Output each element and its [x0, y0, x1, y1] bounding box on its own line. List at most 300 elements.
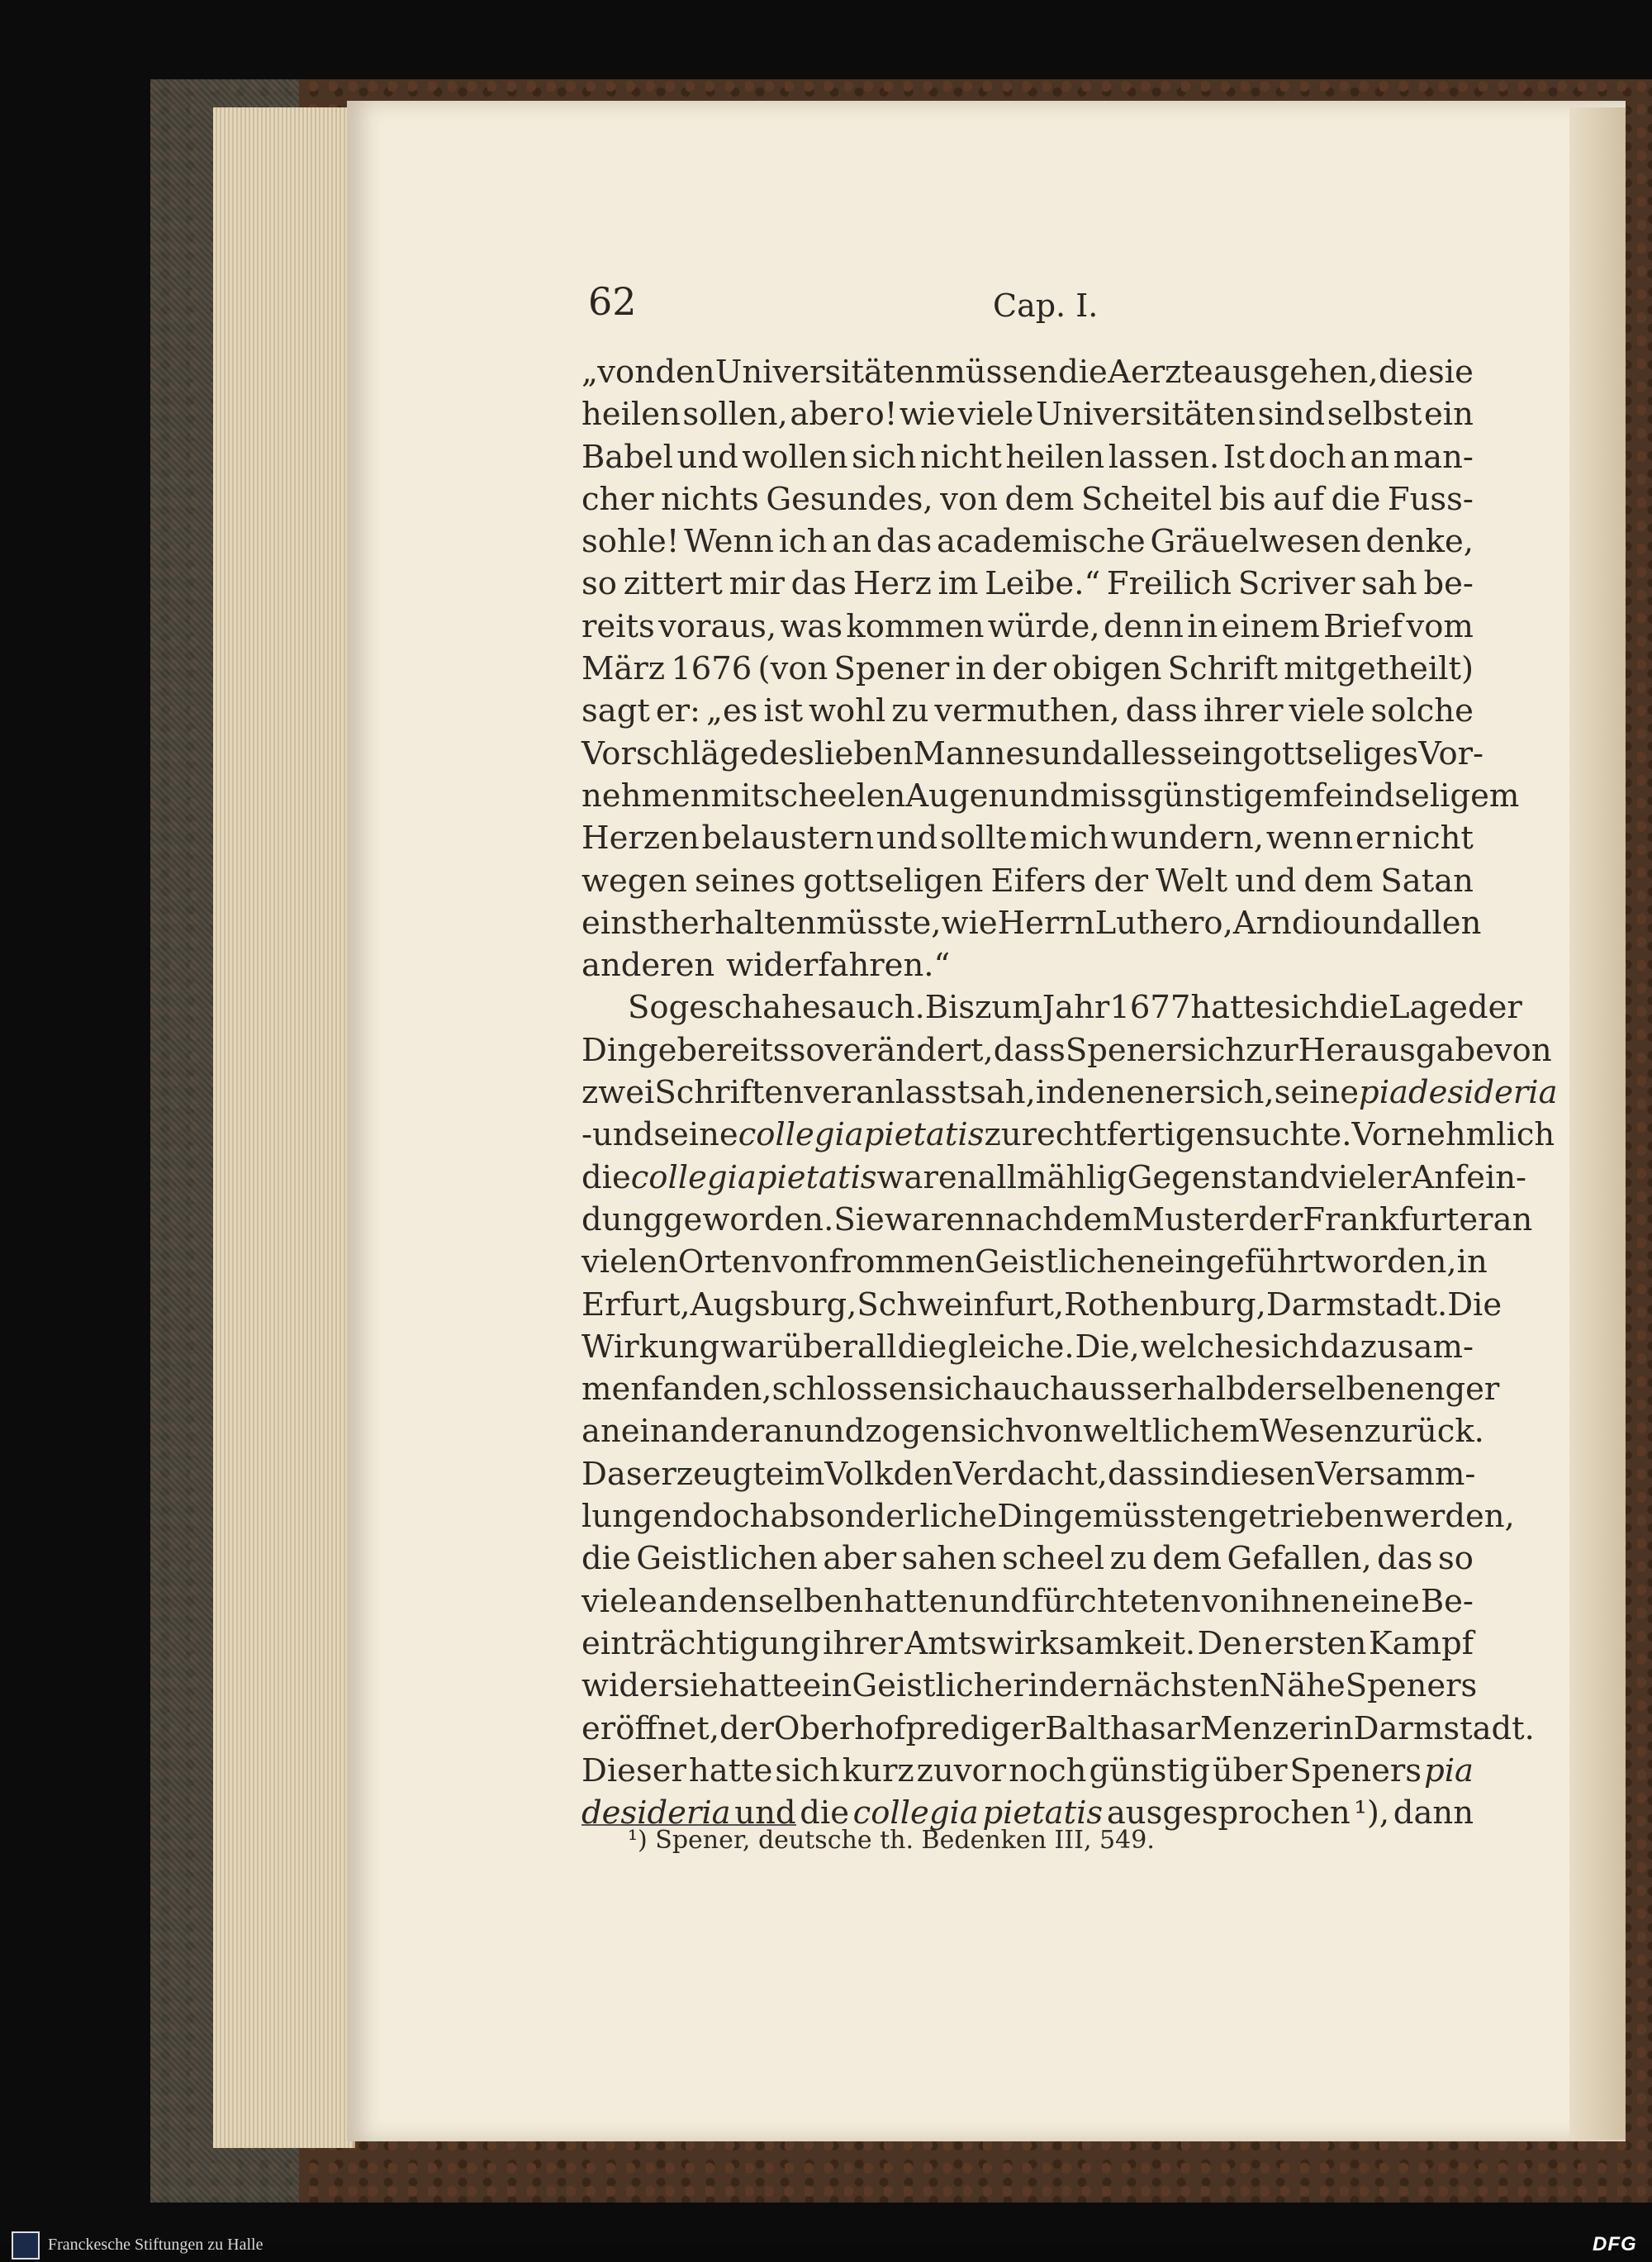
word: zusam- [1360, 1328, 1474, 1366]
word: Vorschläge [582, 734, 759, 772]
word: o! [865, 396, 898, 434]
word: ersten [1264, 1624, 1367, 1662]
word: Brief [1323, 607, 1403, 645]
word: Anfein- [1411, 1158, 1527, 1196]
word: aber [823, 1540, 897, 1578]
word: viele [582, 1582, 657, 1620]
word: Scriver [1237, 565, 1355, 603]
word: noch [1009, 1751, 1087, 1789]
word: über [1212, 1751, 1288, 1789]
word: zu [891, 692, 929, 730]
word: sein [1176, 734, 1243, 772]
word: die [1331, 480, 1381, 518]
word: Arndio [1232, 904, 1341, 942]
word: er [1165, 1074, 1199, 1112]
word: worden, [1325, 1243, 1457, 1281]
word: nichts [661, 480, 759, 518]
word: in [1456, 1243, 1488, 1281]
text-line [582, 1537, 1474, 1580]
word: ausgesprochen [1106, 1794, 1351, 1832]
word: Herrn [997, 904, 1095, 942]
word: von [1025, 1413, 1084, 1451]
word: überall [782, 1328, 897, 1366]
word: Geistlichen [636, 1540, 818, 1578]
word: sich [1180, 1031, 1246, 1069]
word: alles [1102, 734, 1177, 772]
text-line [582, 860, 1474, 902]
word: feindseligem [1313, 777, 1520, 815]
word: anderen [582, 947, 715, 985]
word: und [876, 820, 938, 858]
word: so [582, 565, 617, 603]
text-line [582, 1623, 1474, 1665]
word: waren [876, 1158, 978, 1196]
word: in [1035, 1074, 1066, 1112]
word: hatten [864, 1582, 969, 1620]
word: Herz [852, 565, 932, 603]
word: dung [582, 1200, 663, 1238]
word: sah [1361, 565, 1417, 603]
word: Gefallen, [1227, 1540, 1372, 1578]
word: und [803, 1413, 866, 1451]
word: war [720, 1328, 782, 1366]
text-line [582, 1665, 1478, 1707]
word: scheel [1002, 1540, 1105, 1578]
word: der [1467, 989, 1522, 1027]
word: das [876, 523, 933, 561]
word: lassen. [1108, 438, 1220, 476]
word: nicht [1391, 820, 1474, 858]
word: zu [1109, 1540, 1147, 1578]
word: vermuthen, [934, 692, 1120, 730]
word: heilen [1005, 438, 1105, 476]
word: Gräuelwesen [1150, 523, 1361, 561]
word: und [969, 1582, 1031, 1620]
word: würde, [987, 607, 1100, 645]
word: Lage [1388, 989, 1468, 1027]
word: obigen [1052, 650, 1162, 688]
word: Erfurt, [582, 1285, 691, 1323]
word: der [1248, 1200, 1303, 1238]
word: Balthasar [1045, 1709, 1201, 1747]
word: mitgetheilt) [1284, 650, 1474, 688]
word: allmählig [977, 1158, 1127, 1196]
word: an [582, 1413, 621, 1451]
word: kommen [846, 607, 985, 645]
word: müssen [935, 354, 1058, 391]
text-line [582, 690, 1474, 732]
text-line [582, 478, 1474, 520]
word: Nähe [1259, 1667, 1346, 1705]
page-edges [213, 107, 355, 2148]
word: Geistlicher [852, 1667, 1028, 1705]
word: reits [582, 607, 655, 645]
word: collegia [852, 1794, 979, 1832]
word: einander [620, 1413, 765, 1451]
word: waren [884, 1200, 985, 1238]
word: werden, [1384, 1498, 1515, 1536]
word: mir [729, 565, 785, 603]
word: Frankfurter [1303, 1200, 1493, 1238]
text-line [582, 902, 1482, 944]
word: Speners [1289, 1751, 1422, 1789]
word: seine [1274, 1074, 1360, 1112]
word: im [784, 1455, 825, 1493]
word: an [1493, 1200, 1533, 1238]
word: menfanden, [582, 1371, 772, 1409]
word: die [1339, 989, 1389, 1027]
word: rechtfertigen [1021, 1116, 1236, 1154]
word: missgünstigem [1070, 777, 1313, 815]
word: sie [673, 1667, 719, 1705]
word: dem [1062, 1200, 1132, 1238]
word: auch. [837, 989, 925, 1027]
page-number: 62 [588, 279, 637, 324]
word: Bis [924, 989, 976, 1027]
word: heilen [582, 396, 681, 434]
word: Amtswirksamkeit. [904, 1624, 1196, 1662]
word: wundern, [1110, 820, 1265, 858]
word: sah, [970, 1074, 1036, 1112]
word: nach [985, 1200, 1063, 1238]
word: in [1028, 1667, 1059, 1705]
word: die [582, 1540, 631, 1578]
word: sollte [940, 820, 1028, 858]
word: 1676 [671, 650, 752, 688]
word: sich [1274, 989, 1340, 1027]
word: Eifers [990, 862, 1087, 900]
text-line [582, 1495, 1515, 1537]
word: Schrift [1167, 650, 1278, 688]
word: sie [1428, 354, 1474, 391]
word: desideria [582, 1794, 731, 1832]
word: sich [960, 1413, 1026, 1451]
word: und [676, 438, 738, 476]
word: Kampf [1368, 1624, 1474, 1662]
word: von [1201, 1582, 1260, 1620]
word: enger [1405, 1371, 1500, 1409]
word: an [832, 523, 872, 561]
word: von [1493, 1031, 1552, 1069]
word: in [1322, 1709, 1354, 1747]
text-line [582, 351, 1474, 393]
word: Gesundes, [766, 480, 933, 518]
word: an [1350, 438, 1390, 476]
word: denke, [1365, 523, 1474, 561]
word: Satan [1380, 862, 1474, 900]
word: der [719, 1709, 774, 1747]
word: die [897, 1328, 947, 1366]
page-curl-shadow [1569, 107, 1626, 2140]
body-text [582, 351, 1558, 1834]
word: seines [695, 862, 796, 900]
word: Babel [582, 438, 673, 476]
word: veranlasst [804, 1074, 971, 1112]
institution-logo-icon [12, 2231, 40, 2260]
word: pietatis [863, 1116, 985, 1154]
word: die [800, 1794, 849, 1832]
word: selbst [1327, 396, 1422, 434]
word: sagt [582, 692, 650, 730]
text-line [582, 733, 1484, 775]
word: Schriften [654, 1074, 805, 1112]
word: desideria [1408, 1074, 1558, 1112]
text-line [582, 606, 1474, 648]
word: Scheitel [1080, 480, 1213, 518]
text-line [582, 1241, 1488, 1283]
word: sohle! [582, 523, 680, 561]
word: diesen [1210, 1455, 1316, 1493]
word: Augen [905, 777, 1009, 815]
word: Luthero, [1094, 904, 1233, 942]
word: solche [1370, 692, 1474, 730]
text-line [582, 1326, 1474, 1368]
word: pia [1424, 1751, 1474, 1789]
word: das [790, 565, 847, 603]
word: hatte [1190, 989, 1275, 1027]
text-line [582, 986, 1522, 1029]
word: günstig [1089, 1751, 1210, 1789]
word: lungen [582, 1498, 693, 1536]
word: und [1009, 777, 1070, 815]
word: Volk [824, 1455, 894, 1493]
word: Spener [1065, 1031, 1181, 1069]
word: Vor- [1418, 734, 1484, 772]
word: schlossen [771, 1371, 928, 1409]
word: eingeführt [1156, 1243, 1326, 1281]
word: von [771, 1243, 829, 1281]
word: und [734, 1794, 796, 1832]
word: vielen [582, 1243, 678, 1281]
word: gottseligen [803, 862, 984, 900]
word: denselben [698, 1582, 864, 1620]
word: und [1341, 904, 1403, 942]
word: wie [899, 396, 956, 434]
word: in [955, 650, 986, 688]
word: müsste, [816, 904, 942, 942]
word: auch [992, 1371, 1070, 1409]
text-line [582, 944, 1474, 986]
text-line [582, 1453, 1474, 1495]
word: Das [582, 1455, 643, 1493]
word: Welt [1156, 862, 1228, 900]
word: sich [775, 1751, 840, 1789]
word: Verdacht, [952, 1455, 1108, 1493]
word: er: [655, 692, 700, 730]
word: weltlichem [1083, 1413, 1260, 1451]
word: zurück. [1364, 1413, 1484, 1451]
text-line [582, 1157, 1527, 1199]
word: collegia [738, 1116, 864, 1154]
text-line [582, 563, 1474, 605]
word: verändert, [824, 1031, 994, 1069]
word: Schweinfurt, [857, 1285, 1065, 1323]
word: so [789, 1031, 825, 1069]
word: müssten [1092, 1498, 1228, 1536]
word: Menzer [1200, 1709, 1323, 1747]
word: Aerzte [1108, 354, 1213, 391]
word: Geistlichen [974, 1243, 1156, 1281]
word: März [582, 650, 666, 688]
word: Freilich [1106, 565, 1232, 603]
word: wollen [742, 438, 848, 476]
word: seine [653, 1116, 738, 1154]
word: nehmen [582, 777, 711, 815]
word: mich [1029, 820, 1108, 858]
word: gleiche. [947, 1328, 1075, 1366]
text-line [582, 393, 1474, 435]
word: 1677 [1109, 989, 1191, 1027]
word: Rothenburg, [1064, 1285, 1266, 1323]
word: „von [582, 354, 655, 391]
word: man- [1393, 438, 1474, 476]
word: cher [582, 480, 654, 518]
word: Leibe.“ [985, 565, 1101, 603]
word: und [1235, 862, 1297, 900]
word: getrieben [1227, 1498, 1384, 1536]
word: der [991, 650, 1047, 688]
word: Dinge [997, 1498, 1093, 1536]
word: ihrer [823, 1624, 903, 1662]
word: das [1377, 1540, 1433, 1578]
word: zogen [865, 1413, 961, 1451]
text-line [582, 1114, 1555, 1156]
word: lieben [814, 734, 914, 772]
word: er [1355, 820, 1390, 858]
word: die [1378, 354, 1428, 391]
text-line [582, 1199, 1533, 1241]
word: erzeugte [642, 1455, 785, 1493]
word: hatte [718, 1667, 803, 1705]
text-line [582, 1708, 1535, 1750]
word: mit [710, 777, 764, 815]
word: der [1058, 1667, 1113, 1705]
word: ihnen [1260, 1582, 1351, 1620]
word: der [1094, 862, 1148, 900]
word: dem [1004, 480, 1075, 518]
word: Dinge [582, 1031, 677, 1069]
word: Universitäten [714, 354, 935, 391]
word: Muster [1132, 1200, 1249, 1238]
word: denen [1066, 1074, 1165, 1112]
word: doch [1268, 438, 1346, 476]
word: hatte [688, 1751, 773, 1789]
word: herhalten [660, 904, 817, 942]
word: sollen, [682, 396, 788, 434]
word: Wirkung [582, 1328, 720, 1366]
word: die [582, 1158, 631, 1196]
word: was [780, 607, 843, 645]
word: im [938, 565, 979, 603]
word: zum [975, 989, 1042, 1027]
word: academische [937, 523, 1146, 561]
word: eine [1351, 1582, 1420, 1620]
text-line [582, 1410, 1484, 1452]
word: Dieser [582, 1751, 686, 1789]
word: Mannes [913, 734, 1042, 772]
word: belaustern [701, 820, 875, 858]
word: ein [1424, 396, 1474, 434]
word: geschah [668, 989, 802, 1027]
word: nächsten [1113, 1667, 1260, 1705]
word: zu [984, 1116, 1022, 1154]
word: sich, [1199, 1074, 1275, 1112]
word: ¹), [1354, 1794, 1390, 1832]
word: collegia [630, 1158, 757, 1196]
word: Die [1447, 1285, 1502, 1323]
word: ein [802, 1667, 852, 1705]
word: Gegenstand [1127, 1158, 1320, 1196]
word: Speners [1345, 1667, 1478, 1705]
word: vieler [1319, 1158, 1412, 1196]
word: Vornehmlich [1351, 1116, 1555, 1154]
word: Den [1197, 1624, 1263, 1662]
text-line [582, 817, 1474, 859]
word: dann [1393, 1794, 1474, 1832]
word: eröffnet, [582, 1709, 720, 1747]
text-line [582, 1368, 1500, 1410]
word: kurz [842, 1751, 914, 1789]
word: zuvor [916, 1751, 1007, 1789]
word: allen [1403, 904, 1482, 942]
word: derselben [1246, 1371, 1406, 1409]
word: suchte. [1235, 1116, 1352, 1154]
word: Sie [833, 1200, 885, 1238]
word: absonderliche [770, 1498, 998, 1536]
word: Versamm- [1315, 1455, 1476, 1493]
word: geworden. [662, 1200, 834, 1238]
word: „es [706, 692, 758, 730]
text-line [582, 436, 1474, 478]
footnote: ¹) Spener, deutsche th. Bedenken III, 549. [628, 1826, 1155, 1855]
word: aber [790, 396, 864, 434]
text-line [582, 1029, 1552, 1072]
word: be- [1423, 565, 1474, 603]
word: frommen [828, 1243, 975, 1281]
word: Orten [677, 1243, 771, 1281]
word: ich [778, 523, 828, 561]
word: fürchteten [1031, 1582, 1201, 1620]
word: denn [1103, 607, 1184, 645]
word: Wesen [1259, 1413, 1365, 1451]
word: bereits [676, 1031, 790, 1069]
word: dass [1125, 692, 1198, 730]
word: Herzen [582, 820, 700, 858]
word: zur [1246, 1031, 1298, 1069]
word: dass [993, 1031, 1066, 1069]
word: So [628, 989, 669, 1027]
word: ausserhalb [1070, 1371, 1246, 1409]
word: an [764, 1413, 804, 1451]
word: zwei [582, 1074, 655, 1112]
word: Spener [833, 650, 950, 688]
word: pietatis [982, 1794, 1104, 1832]
word: -und [582, 1116, 654, 1154]
word: Darmstadt. [1265, 1285, 1448, 1323]
word: wie [941, 904, 998, 942]
word: dem [1303, 862, 1374, 900]
word: sich [1254, 1328, 1320, 1366]
word: ist [763, 692, 804, 730]
word: Oberhofprediger [773, 1709, 1046, 1747]
institution-name: Franckesche Stiftungen zu Halle [48, 2236, 263, 2254]
word: sich [928, 1371, 993, 1409]
word: nicht [919, 438, 1002, 476]
word: des [758, 734, 814, 772]
word: widerfahren.“ [726, 947, 951, 985]
word: Wenn [684, 523, 774, 561]
chapter-title: Cap. I. [993, 288, 1099, 324]
